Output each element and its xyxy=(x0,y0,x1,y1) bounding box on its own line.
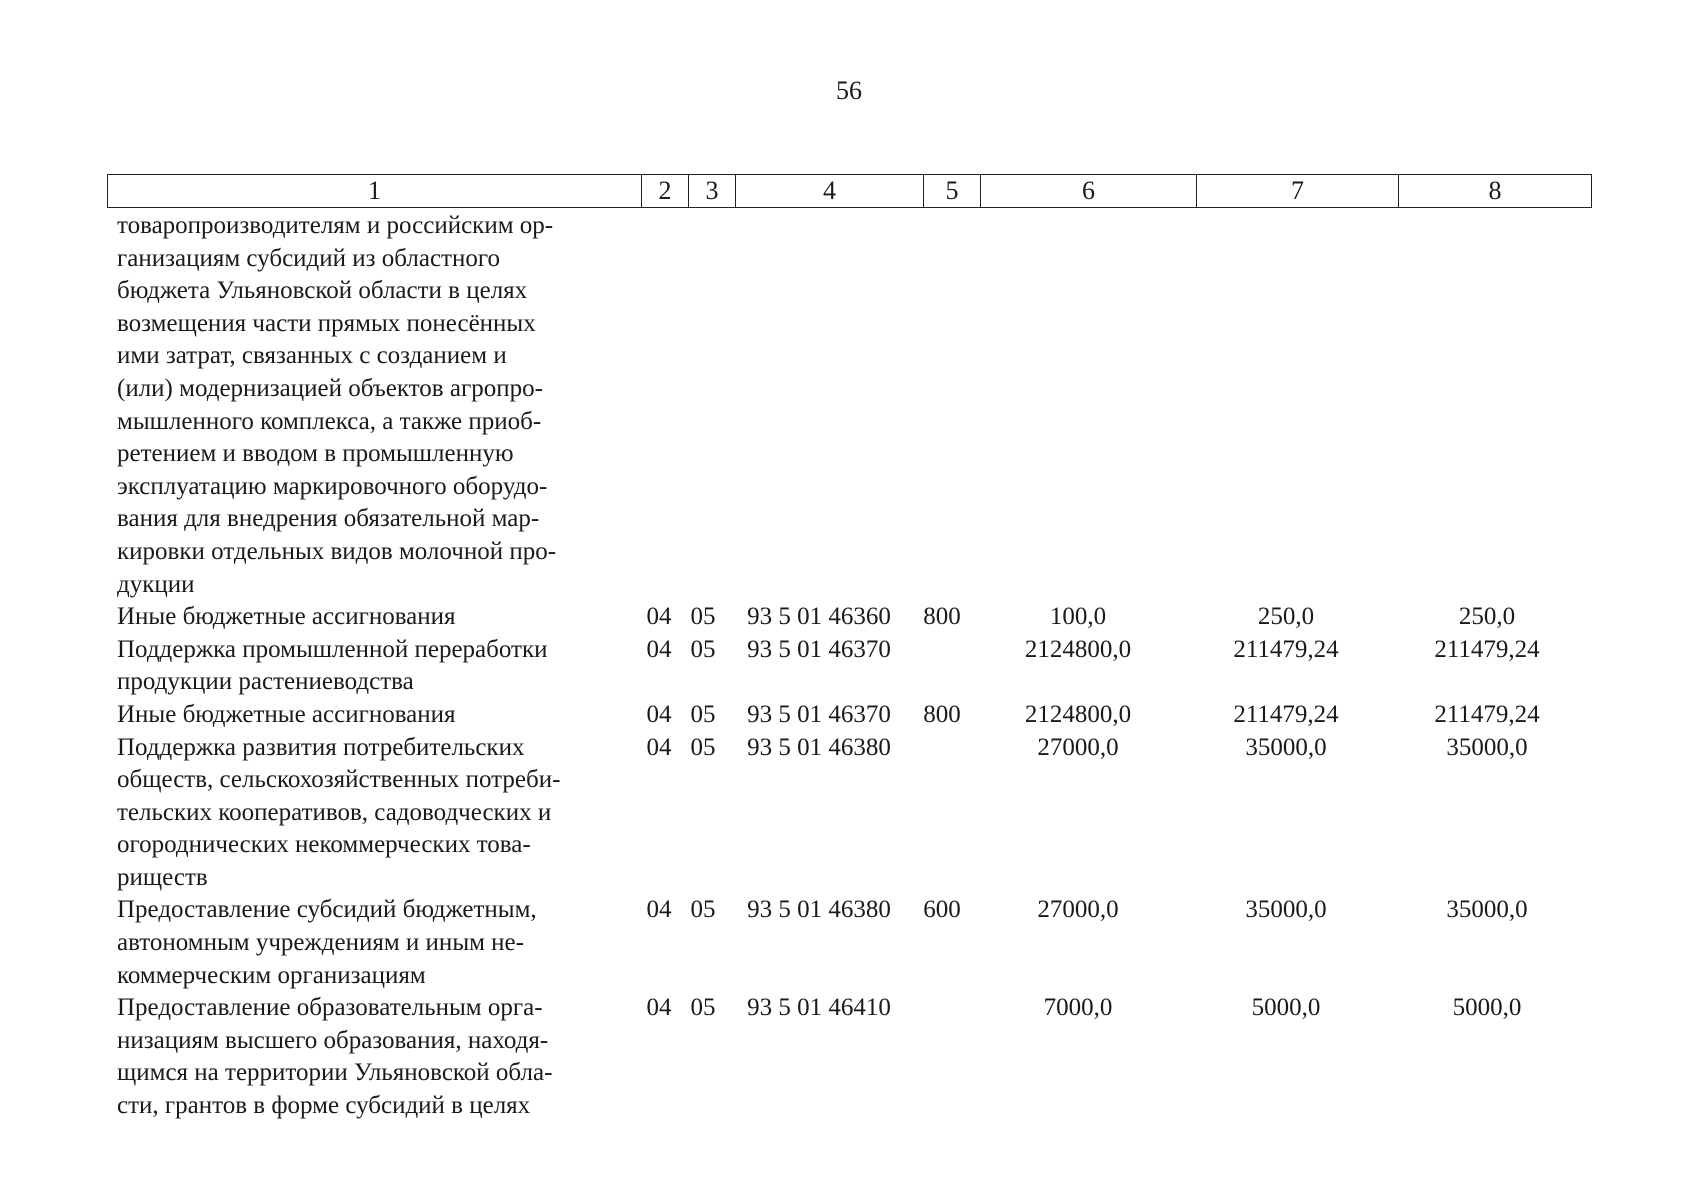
row-section: 04 xyxy=(646,700,672,728)
row-section xyxy=(637,210,681,601)
table-row xyxy=(0,732,1698,895)
row-value-col7 xyxy=(1185,210,1387,601)
row-subsection: 05 xyxy=(690,700,716,728)
row-section: 04 xyxy=(646,603,672,631)
row-value-col8: 35000,0 xyxy=(1446,733,1528,761)
row-target-code: 93 5 01 46410 xyxy=(747,994,891,1022)
row-value-col8: 5000,0 xyxy=(1452,994,1522,1022)
row-name: Предоставление субсидий бюджетным, автономным учреждениям и иным не- коммерческим организациям xyxy=(117,896,537,989)
row-subsection: 05 xyxy=(690,603,716,631)
row-value-col6: 2124800,0 xyxy=(1024,700,1132,728)
row-value-col7: 5000,0 xyxy=(1251,994,1321,1022)
row-subsection: 05 xyxy=(690,994,716,1022)
row-expense-type: 800 xyxy=(923,700,961,728)
table-row xyxy=(0,601,1698,634)
page-number: 56 xyxy=(836,76,862,105)
row-expense-type xyxy=(913,992,971,1122)
column-header-3: 3 xyxy=(689,175,736,208)
row-target-code: 93 5 01 46370 xyxy=(747,635,891,663)
row-section: 04 xyxy=(646,733,672,761)
table-row xyxy=(0,992,1698,1122)
row-target-code xyxy=(725,210,913,601)
row-expense-type xyxy=(913,634,971,699)
row-subsection: 05 xyxy=(690,733,716,761)
row-section: 04 xyxy=(646,635,672,663)
column-header-6: 6 xyxy=(981,175,1197,208)
row-value-col8 xyxy=(1387,210,1587,601)
column-header-row xyxy=(107,174,1592,208)
budget-table-body xyxy=(0,210,1698,1123)
row-name: Иные бюджетные ассигнования xyxy=(117,700,456,728)
row-value-col7: 250,0 xyxy=(1257,603,1315,631)
row-expense-type: 600 xyxy=(923,896,961,924)
column-header-1: 1 xyxy=(108,175,642,208)
column-header-8: 8 xyxy=(1399,175,1592,208)
row-section: 04 xyxy=(646,994,672,1022)
row-value-col7: 211479,24 xyxy=(1233,635,1339,663)
row-value-col6: 2124800,0 xyxy=(1024,635,1132,663)
row-name: Иные бюджетные ассигнования xyxy=(117,603,456,631)
row-name: Предоставление образовательным орга- низациям высшего образования, находя- щимся на территории Ульяновской обла- сти, грантов в форме субсидий в целях xyxy=(117,994,553,1120)
row-value-col7: 35000,0 xyxy=(1245,896,1327,924)
row-expense-type: 800 xyxy=(923,603,961,631)
row-value-col6: 7000,0 xyxy=(1043,994,1113,1022)
row-name: Поддержка развития потребительских обществ, сельскохозяйственных потреби- тельских кооперативов, садоводческих и огороднических некоммерческих това- риществ xyxy=(117,733,561,891)
row-subsection: 05 xyxy=(690,635,716,663)
row-value-col6: 27000,0 xyxy=(1037,896,1119,924)
row-value-col8: 35000,0 xyxy=(1446,896,1528,924)
row-target-code: 93 5 01 46360 xyxy=(747,603,891,631)
row-target-code: 93 5 01 46380 xyxy=(747,733,891,761)
row-value-col7: 35000,0 xyxy=(1245,733,1327,761)
row-target-code: 93 5 01 46380 xyxy=(747,896,891,924)
row-value-col6 xyxy=(971,210,1185,601)
column-header-4: 4 xyxy=(736,175,924,208)
column-header-5: 5 xyxy=(924,175,981,208)
row-name: товаропроизводителям и российским ор- ганизациям субсидий из областного бюджета Ульяновской области в целях возмещения части прямых понесённых ими затрат, связанных с созданием и (или) модернизацией объектов агропро- мышленного комплекса, а также приоб- ретением и вводом в промышленную эксплуатацию маркировочного оборудо- вания для внедрения обязательной мар- кировки отдельных видов молочной про- дукции xyxy=(117,212,557,598)
row-value-col8: 211479,24 xyxy=(1434,700,1540,728)
table-row xyxy=(0,699,1698,732)
row-value-col6: 100,0 xyxy=(1049,603,1107,631)
column-header-2: 2 xyxy=(642,175,689,208)
row-section: 04 xyxy=(646,896,672,924)
row-target-code: 93 5 01 46370 xyxy=(747,700,891,728)
row-name: Поддержка промышленной переработки продукции растениеводства xyxy=(117,635,548,696)
row-value-col6: 27000,0 xyxy=(1037,733,1119,761)
table-row xyxy=(0,894,1698,992)
table-row xyxy=(0,634,1698,699)
row-value-col8: 211479,24 xyxy=(1434,635,1540,663)
row-subsection xyxy=(681,210,725,601)
table-row xyxy=(0,210,1698,601)
column-header-7: 7 xyxy=(1197,175,1399,208)
row-subsection: 05 xyxy=(690,896,716,924)
row-expense-type xyxy=(913,732,971,895)
row-value-col8: 250,0 xyxy=(1458,603,1516,631)
row-value-col7: 211479,24 xyxy=(1233,700,1339,728)
row-expense-type xyxy=(913,210,971,601)
